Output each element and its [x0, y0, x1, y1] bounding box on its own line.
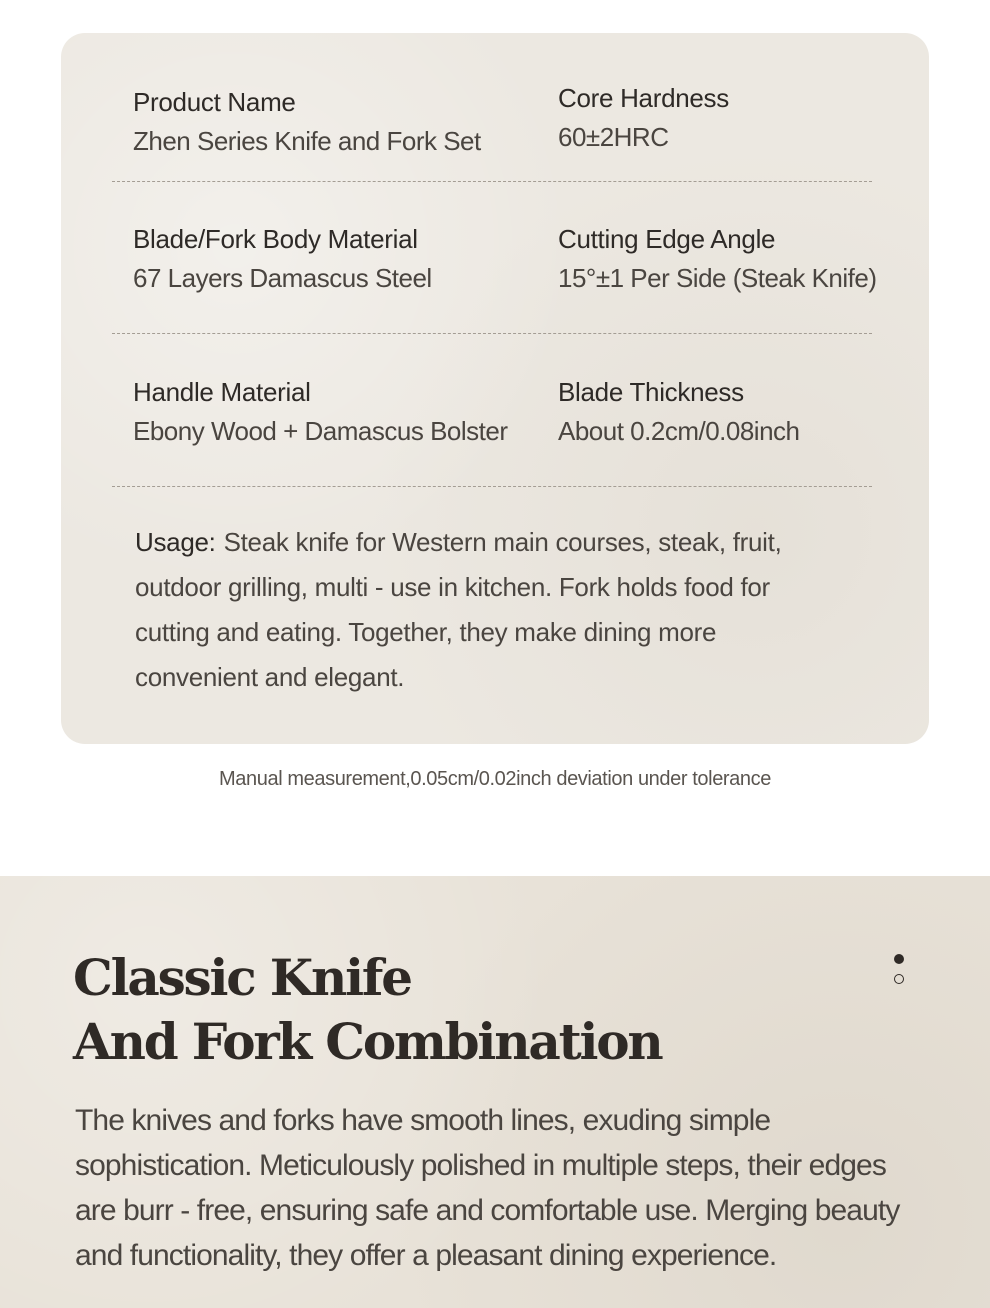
spec-core-hardness — [558, 83, 729, 153]
spec-label: Product Name — [133, 87, 296, 117]
spec-label: Handle Material — [133, 377, 311, 407]
usage-label: Usage: — [135, 527, 216, 557]
usage-body: Steak knife for Western main courses, steak, fruit, outdoor grilling, multi - use in kitchen. Fork holds food for cutting and eating. Together, they make dining more convenient and elegant. — [135, 527, 782, 692]
spec-value: 67 Layers Damascus Steel — [133, 263, 432, 293]
spec-label: Core Hardness — [558, 83, 729, 113]
spec-handle-material — [133, 377, 507, 447]
pagination-dot[interactable] — [894, 974, 904, 984]
spec-value: 15°±1 Per Side (Steak Knife) — [558, 263, 877, 293]
spec-blade-thickness — [558, 377, 800, 447]
feature-title-line: Classic Knife — [73, 948, 411, 1007]
spec-value: Ebony Wood + Damascus Bolster — [133, 416, 508, 446]
feature-title — [73, 946, 662, 1074]
spec-edge-angle — [558, 224, 877, 294]
spec-body-material — [133, 224, 432, 294]
feature-section — [0, 876, 990, 1308]
spec-value: About 0.2cm/0.08inch — [558, 416, 800, 446]
usage-text — [135, 520, 835, 700]
dashed-divider — [112, 486, 872, 487]
feature-description: The knives and forks have smooth lines, exuding simple sophistication. Meticulously polished in multiple steps, their edges are burr - free, ensuring safe and comfortable use. Merging beauty and functionality, they offer a pleasant dining experience. — [75, 1104, 900, 1272]
dashed-divider — [112, 333, 872, 334]
spec-value: 60±2HRC — [558, 122, 669, 152]
spec-product-name — [133, 87, 481, 157]
feature-title-line: And Fork Combination — [73, 1012, 662, 1071]
dashed-divider — [112, 181, 872, 182]
spec-label: Blade Thickness — [558, 377, 744, 407]
pagination-dots — [894, 954, 908, 994]
spec-value: Zhen Series Knife and Fork Set — [133, 126, 481, 156]
pagination-dot-active[interactable] — [894, 954, 904, 964]
spec-label: Cutting Edge Angle — [558, 224, 776, 254]
measurement-note: Manual measurement,0.05cm/0.02inch deviation under tolerance — [219, 768, 771, 790]
spec-card — [61, 33, 929, 744]
spec-label: Blade/Fork Body Material — [133, 224, 418, 254]
